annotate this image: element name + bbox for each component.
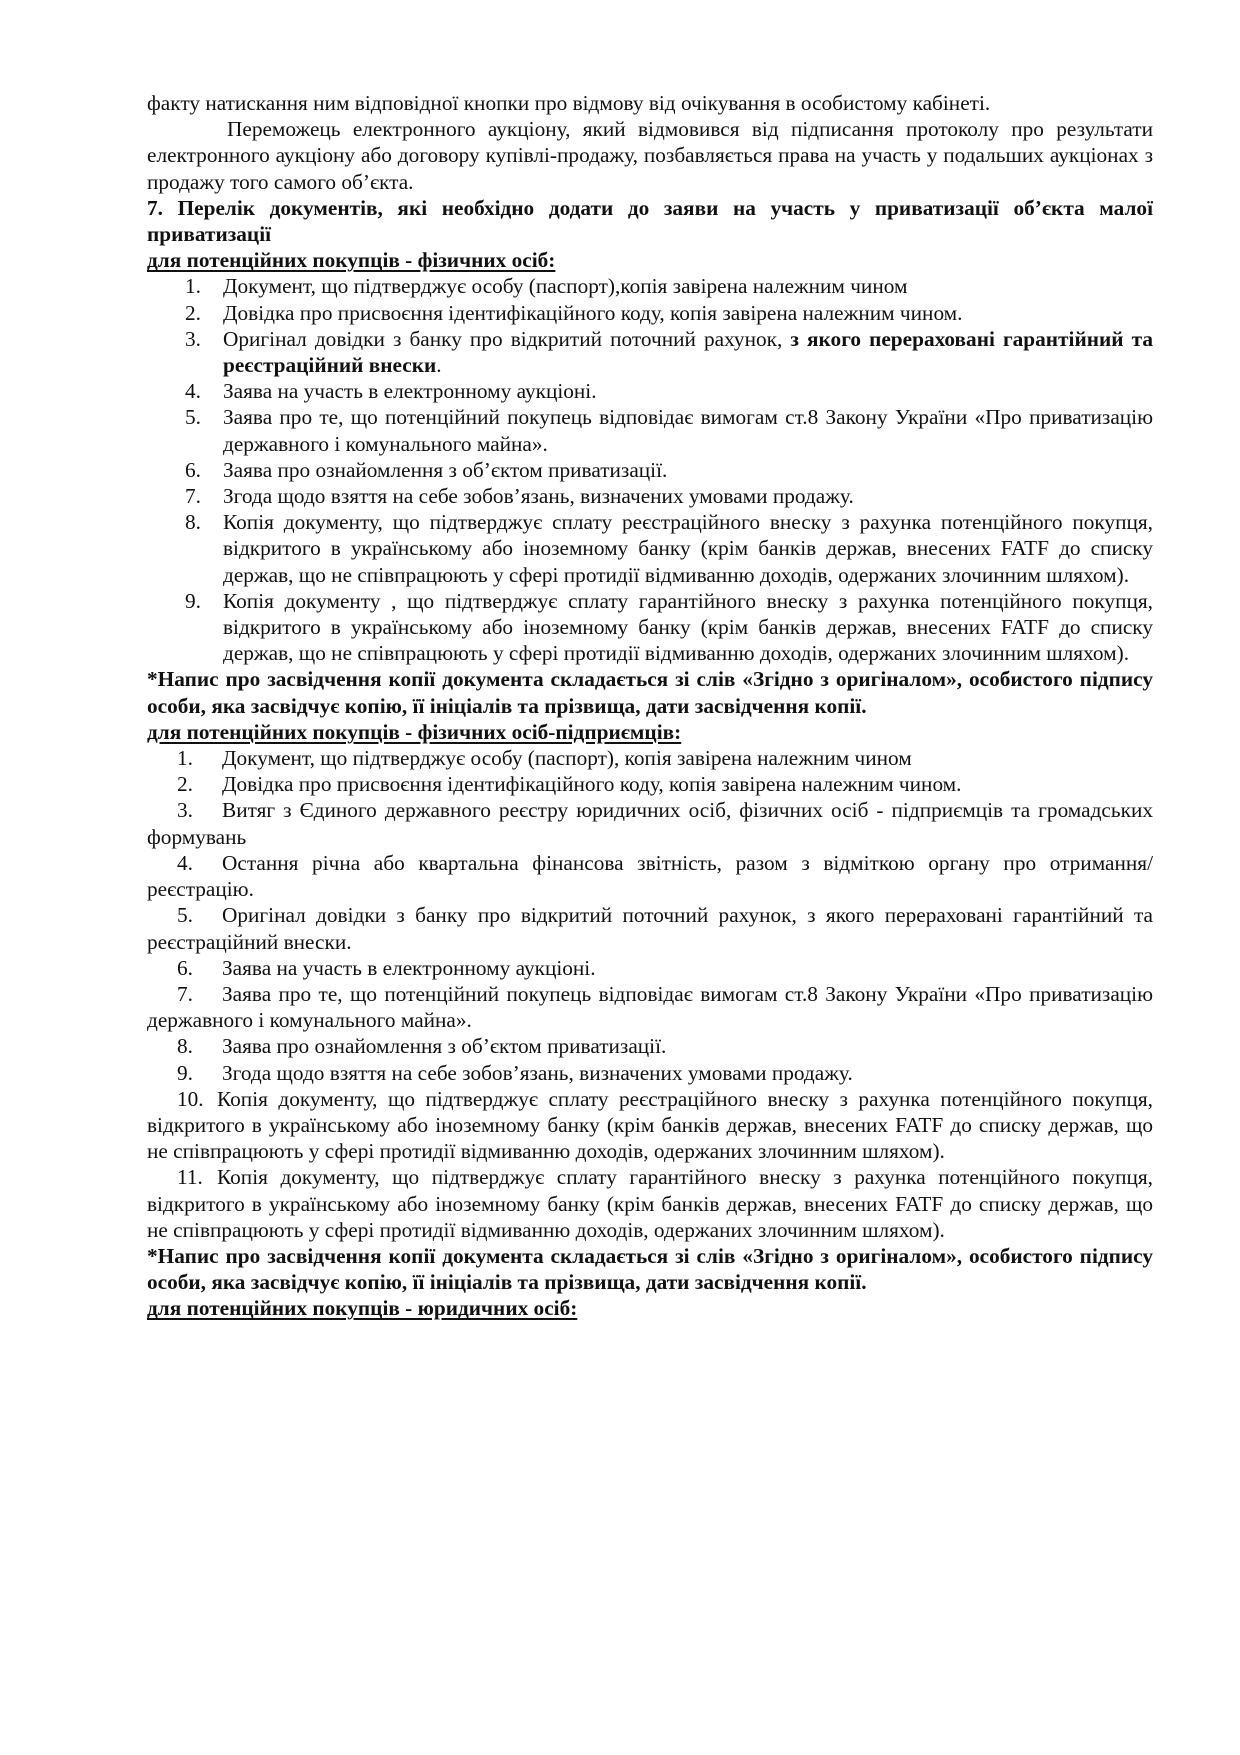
list-item: [147, 1164, 1153, 1243]
item-text: Остання річна або квартальна фінансова звітність, разом з відміткою органу про отримання/реєстрацію.: [147, 850, 1153, 902]
item-number: 2.: [177, 772, 193, 797]
certification-note: *Напис про засвідчення копії документа складається зі слів «Згідно з оригіналом», особистого підпису особи, яка засвідчує копію, її ініціалів та прізвища, дати засвідчення копії.: [147, 667, 1153, 718]
list-item: [147, 457, 1153, 483]
list-item: [147, 797, 1153, 849]
list-item: [147, 1086, 1153, 1165]
list-item: [147, 955, 1153, 981]
item-number: 1.: [185, 274, 201, 299]
group-title-individuals: для потенційних покупців - фізичних осіб:: [147, 248, 556, 273]
item-number: 5.: [177, 903, 193, 928]
list-item: [147, 326, 1153, 378]
list-item: [147, 483, 1153, 509]
item-text: Заява про те, що потенційний покупець відповідає вимогам ст.8 Закону України «Про приватизацію державного і комунального майна».: [223, 405, 1153, 456]
item-number: 6.: [177, 955, 193, 980]
item-text: Заява на участь в електронному аукціоні.: [223, 379, 597, 404]
list-item: [147, 981, 1153, 1033]
item-number: 7.: [177, 981, 193, 1006]
list-item: [147, 404, 1153, 456]
winner-paragraph: Переможець електронного аукціону, який відмовився від підписання протоколу про результати електронного аукціону або договору купівлі-продажу, позбавляється права на участь у подальших аукціонах з продажу того самого об’єкта.: [147, 117, 1153, 194]
item-text: Довідка про присвоєння ідентифікаційного коду, копія завірена належним чином.: [222, 772, 962, 797]
item-number: 9.: [177, 1060, 193, 1085]
document-page: [147, 90, 1153, 1322]
item-text-tail: .: [436, 353, 442, 378]
group-title-entrepreneurs: для потенційних покупців - фізичних осіб-підприємців:: [147, 719, 682, 744]
item-text: Копія документу, що підтверджує сплату гарантійного внеску з рахунка потенційного покупця, відкритого в українському або іноземному банку (крім банків держав, внесених FATF до списку держав, що не співпрацюють у сфері протидії відмиванню доходів, одержаних злочинним шляхом).: [147, 1165, 1153, 1242]
item-text: Витяг з Єдиного державного реєстру юридичних осіб, фізичних осіб - підприємців та громадських формувань: [147, 798, 1153, 849]
list-item: [147, 745, 1153, 771]
item-number: 4.: [177, 850, 193, 875]
item-number: 10.: [177, 1086, 204, 1111]
list-item: [147, 273, 1153, 299]
list-item: [147, 378, 1153, 404]
item-number: 6.: [185, 457, 201, 482]
list-item: [147, 1033, 1153, 1059]
item-number: 3.: [185, 326, 201, 351]
list-item: [147, 588, 1153, 667]
item-number: 3.: [177, 798, 193, 823]
certification-note: *Напис про засвідчення копії документа складається зі слів «Згідно з оригіналом», особистого підпису особи, яка засвідчує копію, її ініціалів та прізвища, дати засвідчення копії.: [147, 1243, 1153, 1295]
documents-list-individuals: [147, 273, 1153, 666]
item-text: Заява про ознайомлення з об’єктом приватизації.: [223, 457, 668, 482]
item-number: 2.: [185, 300, 201, 325]
item-number: 4.: [185, 379, 201, 404]
item-number: 7.: [185, 484, 201, 509]
item-number: 8.: [177, 1034, 193, 1059]
item-text: Згода щодо взяття на себе зобов’язань, визначених умовами продажу.: [222, 1060, 853, 1085]
item-number: 5.: [185, 405, 201, 430]
item-text: Оригінал довідки з банку про відкритий поточний рахунок, з якого перераховані гарантійний та реєстраційний внески.: [147, 903, 1153, 954]
list-item: [147, 771, 1153, 797]
item-text-bold: з якого перераховані гарантійний та реєстраційний внески: [223, 326, 1153, 378]
item-number: 1.: [177, 746, 193, 771]
item-number: 8.: [185, 510, 201, 535]
intro-line: факту натискання ним відповідної кнопки про відмову від очікування в особистому кабінеті.: [147, 91, 991, 115]
list-item: [147, 1060, 1153, 1086]
item-text: Копія документу , що підтверджує сплату гарантійного внеску з рахунка потенційного покупця, відкритого в українському або іноземному банку (крім банків держав, внесених FATF до списку держав, що не співпрацюють у сфері протидії відмиванню доходів, одержаних злочинним шляхом).: [223, 588, 1153, 666]
list-item: [147, 509, 1153, 588]
documents-list-entrepreneurs: [147, 745, 1153, 1243]
item-text: Заява про ознайомлення з об’єктом приватизації.: [222, 1034, 667, 1059]
item-text: Копія документу, що підтверджує сплату реєстраційного внеску з рахунка потенційного покупця, відкритого в українському або іноземному банку (крім банків держав, внесених FATF до списку держав, що не співпрацюють у сфері протидії відмиванню доходів, одержаних злочинним шляхом).: [147, 1086, 1153, 1164]
list-item: [147, 850, 1153, 902]
group-title-legal-entities: для потенційних покупців - юридичних осіб:: [147, 1296, 578, 1321]
item-number: 11.: [177, 1165, 203, 1190]
section-heading: 7. Перелік документів, які необхідно додати до заяви на участь у приватизації об’єкта малої приватизації: [147, 195, 1153, 247]
item-text: Заява на участь в електронному аукціоні.: [222, 955, 596, 980]
item-number: 9.: [185, 588, 201, 613]
list-item: [147, 300, 1153, 326]
list-item: [147, 902, 1153, 954]
item-text: Довідка про присвоєння ідентифікаційного коду, копія завірена належним чином.: [223, 300, 963, 325]
item-text: Копія документу, що підтверджує сплату реєстраційного внеску з рахунка потенційного покупця, відкритого в українському або іноземному банку (крім банків держав, внесених FATF до списку держав, що не співпрацюють у сфері протидії відмиванню доходів, одержаних злочинним шляхом).: [223, 510, 1153, 587]
item-text: Заява про те, що потенційний покупець відповідає вимогам ст.8 Закону України «Про приватизацію державного і комунального майна».: [147, 981, 1153, 1033]
item-text: Згода щодо взяття на себе зобов’язань, визначених умовами продажу.: [223, 484, 854, 509]
item-text: Документ, що підтверджує особу (паспорт),копія завірена належним чином: [223, 274, 908, 299]
item-text: Документ, що підтверджує особу (паспорт), копія завірена належним чином: [222, 746, 912, 771]
item-text: Оригінал довідки з банку про відкритий поточний рахунок,: [223, 326, 791, 351]
